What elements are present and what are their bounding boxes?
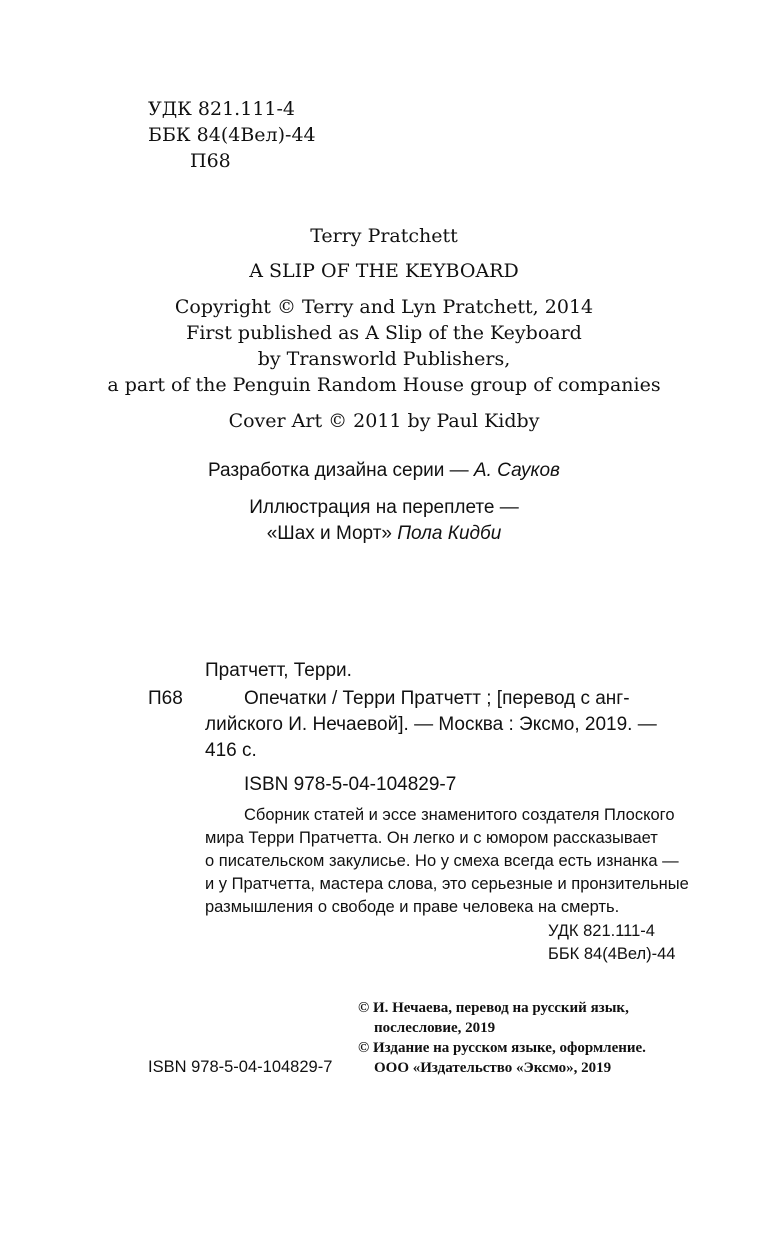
bib-line: 416 с. [205, 740, 257, 761]
footer-isbn: ISBN 978-5-04-104829-7 [148, 1058, 333, 1076]
bbk-code: ББК 84(4Вел)-44 [148, 124, 316, 146]
design-credit-name: А. Сауков [473, 460, 560, 481]
annotation-line: размышления о свободе и праве человека на смерть. [205, 898, 620, 916]
bib-author-mark: П68 [148, 688, 183, 709]
design-credit [0, 460, 768, 482]
annotation-bbk: ББК 84(4Вел)-44 [548, 945, 676, 963]
bib-isbn: ISBN 978-5-04-104829-7 [244, 774, 457, 795]
annotation-line: о писательском закулисье. Но у смеха всегда есть изнанка — [205, 852, 679, 870]
illustration-work: «Шах и Морт» [266, 523, 398, 544]
original-copyright-line: by Transworld Publishers, [257, 348, 511, 370]
author-mark: П68 [190, 150, 231, 172]
design-credit-label: Разработка дизайна серии — [208, 460, 474, 481]
original-author: Terry Pratchett [310, 225, 458, 247]
udk-code: УДК 821.111-4 [148, 98, 295, 120]
illustration-name: Пола Кидби [397, 523, 502, 544]
bib-heading: Пратчетт, Терри. [205, 660, 352, 681]
cover-art-credit: Cover Art © 2011 by Paul Kidby [228, 410, 540, 432]
bib-line: Опечатки / Терри Пратчетт ; [перевод с анг- [244, 688, 630, 709]
original-copyright-line: a part of the Penguin Random House group of companies [107, 374, 661, 396]
annotation-line: мира Терри Пратчетта. Он легко и с юмором рассказывает [205, 829, 658, 847]
original-copyright-line: First published as A Slip of the Keyboard [186, 322, 582, 344]
footer-copyright-line: ООО «Издательство «Эксмо», 2019 [374, 1060, 612, 1076]
illustration-credit [0, 523, 768, 545]
annotation-line: Сборник статей и эссе знаменитого создателя Плоского [244, 806, 675, 824]
annotation-udk: УДК 821.111-4 [548, 922, 655, 940]
footer-copyright-line: © И. Нечаева, перевод на русский язык, [358, 1000, 629, 1016]
footer-copyright-line: © Издание на русском языке, оформление. [358, 1040, 646, 1056]
footer-copyright-line: послесловие, 2019 [374, 1020, 496, 1036]
original-copyright-line: Copyright © Terry and Lyn Pratchett, 2014 [174, 296, 594, 318]
original-title: A SLIP OF THE KEYBOARD [249, 260, 519, 282]
bib-line: лийского И. Нечаевой]. — Москва : Эксмо, 2019. — [205, 714, 657, 735]
annotation-line: и у Пратчетта, мастера слова, это серьезные и пронзительные [205, 875, 689, 893]
illustration-credit-line: Иллюстрация на переплете — [249, 497, 519, 518]
